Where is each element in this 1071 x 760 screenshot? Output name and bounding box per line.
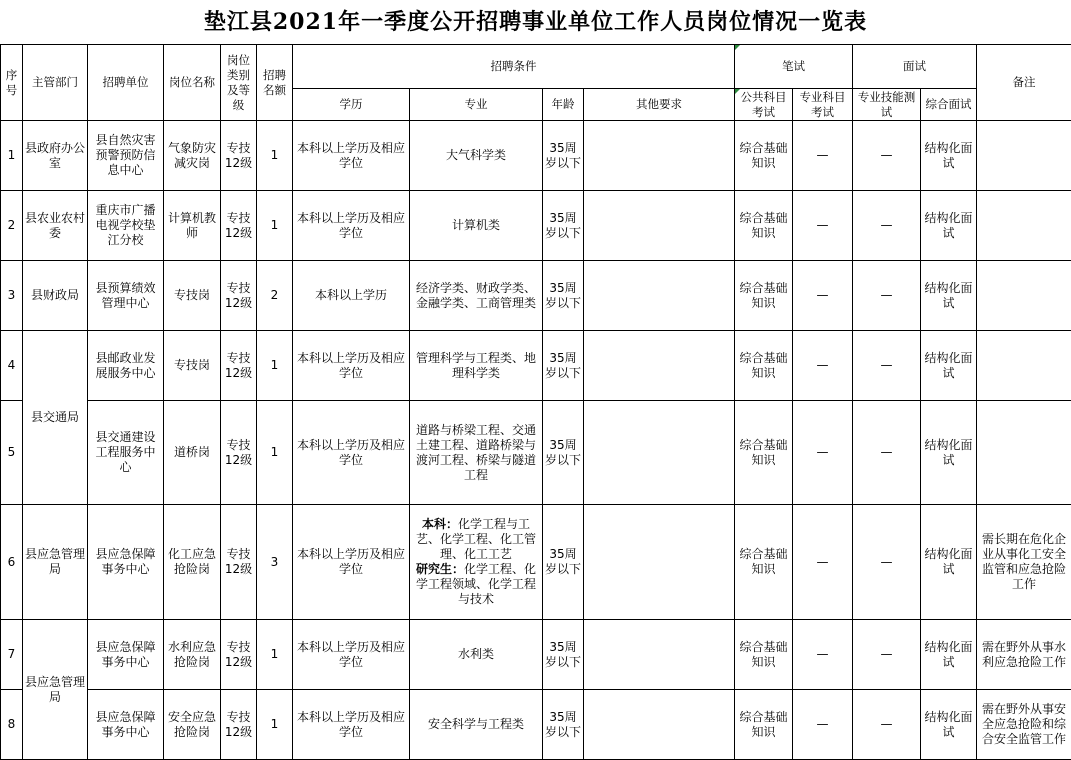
header-unit: 招聘单位 (88, 45, 164, 121)
cell-quota: 1 (257, 401, 293, 505)
cell-other (584, 505, 735, 620)
cell-prof-subject: — (793, 620, 853, 690)
cell-other (584, 191, 735, 261)
cell-other (584, 620, 735, 690)
cell-prof-subject: — (793, 191, 853, 261)
cell-quota: 1 (257, 191, 293, 261)
cell-category: 专技12级 (221, 121, 257, 191)
cell-remarks: 需长期在危化企业从事化工安全监管和应急抢险工作 (977, 505, 1071, 620)
cell-comprehensive: 结构化面试 (921, 505, 977, 620)
cell-category: 专技12级 (221, 261, 257, 331)
cell-post: 水利应急抢险岗 (164, 620, 221, 690)
table-row (1, 191, 1071, 261)
header-post: 岗位名称 (164, 45, 221, 121)
cell-other (584, 401, 735, 505)
cell-education: 本科以上学历及相应学位 (293, 690, 410, 760)
cell-remarks (977, 261, 1071, 331)
cell-prof-subject: — (793, 121, 853, 191)
cell-major: 安全科学与工程类 (410, 690, 543, 760)
header-dept: 主管部门 (23, 45, 88, 121)
cell-major: 大气科学类 (410, 121, 543, 191)
cell-unit: 重庆市广播电视学校垫江分校 (88, 191, 164, 261)
cell-post: 专技岗 (164, 331, 221, 401)
cell-unit: 县应急保障事务中心 (88, 690, 164, 760)
major-undergrad-label: 本科： (421, 517, 458, 531)
cell-remarks (977, 331, 1071, 401)
cell-major: 水利类 (410, 620, 543, 690)
cell-age: 35周岁以下 (543, 690, 584, 760)
cell-age: 35周岁以下 (543, 121, 584, 191)
cell-seq: 1 (1, 121, 23, 191)
cell-education: 本科以上学历 (293, 261, 410, 331)
cell-age: 35周岁以下 (543, 261, 584, 331)
cell-skill-test: — (853, 261, 921, 331)
cell-skill-test: — (853, 620, 921, 690)
header-seq: 序号 (1, 45, 23, 121)
cell-category: 专技12级 (221, 331, 257, 401)
cell-unit: 县应急保障事务中心 (88, 505, 164, 620)
cell-unit: 县应急保障事务中心 (88, 620, 164, 690)
cell-comprehensive: 结构化面试 (921, 401, 977, 505)
cell-prof-subject: — (793, 690, 853, 760)
cell-seq: 2 (1, 191, 23, 261)
cell-post: 气象防灾减灾岗 (164, 121, 221, 191)
table-row (1, 690, 1071, 760)
cell-quota: 3 (257, 505, 293, 620)
major-undergrad: 化学工程与工艺、化学工程、化工管理、化工工艺 (415, 517, 536, 561)
cell-age: 35周岁以下 (543, 331, 584, 401)
cell-major: 经济学类、财政学类、金融学类、工商管理类 (410, 261, 543, 331)
header-age: 年龄 (543, 89, 584, 121)
cell-age: 35周岁以下 (543, 401, 584, 505)
cell-education: 本科以上学历及相应学位 (293, 505, 410, 620)
cell-post: 化工应急抢险岗 (164, 505, 221, 620)
cell-major (410, 505, 543, 620)
cell-prof-subject: — (793, 401, 853, 505)
cell-age: 35周岁以下 (543, 620, 584, 690)
cell-unit: 县交通建设工程服务中心 (88, 401, 164, 505)
cell-post: 安全应急抢险岗 (164, 690, 221, 760)
header-conditions: 招聘条件 (293, 45, 735, 89)
cell-skill-test: — (853, 401, 921, 505)
cell-comprehensive: 结构化面试 (921, 331, 977, 401)
cell-quota: 1 (257, 121, 293, 191)
cell-education: 本科以上学历及相应学位 (293, 121, 410, 191)
cell-other (584, 331, 735, 401)
cell-public-subject: 综合基础知识 (735, 261, 793, 331)
header-row-1 (1, 45, 1071, 89)
header-major: 专业 (410, 89, 543, 121)
cell-category: 专技12级 (221, 690, 257, 760)
cell-seq: 4 (1, 331, 23, 401)
header-public-subject: 公共科目考试 (735, 89, 793, 121)
cell-remarks (977, 191, 1071, 261)
page-title: 垫江县2021年一季度公开招聘事业单位工作人员岗位情况一览表 (203, 9, 868, 35)
cell-education: 本科以上学历及相应学位 (293, 331, 410, 401)
cell-public-subject: 综合基础知识 (735, 401, 793, 505)
cell-public-subject: 综合基础知识 (735, 690, 793, 760)
cell-quota: 1 (257, 331, 293, 401)
header-comprehensive: 综合面试 (921, 89, 977, 121)
cell-other (584, 690, 735, 760)
cell-skill-test: — (853, 690, 921, 760)
cell-remarks (977, 121, 1071, 191)
cell-post: 计算机教师 (164, 191, 221, 261)
table-row (1, 261, 1071, 331)
cell-quota: 1 (257, 620, 293, 690)
cell-quota: 1 (257, 690, 293, 760)
cell-comprehensive: 结构化面试 (921, 261, 977, 331)
cell-post: 专技岗 (164, 261, 221, 331)
cell-major: 道路与桥梁工程、交通土建工程、道路桥梁与渡河工程、桥梁与隧道工程 (410, 401, 543, 505)
cell-unit: 县邮政业发展服务中心 (88, 331, 164, 401)
cell-comprehensive: 结构化面试 (921, 690, 977, 760)
header-quota: 招聘名额 (257, 45, 293, 121)
cell-remarks: 需在野外从事水利应急抢险工作 (977, 620, 1071, 690)
major-postgrad-label: 研究生： (415, 562, 464, 576)
cell-major: 计算机类 (410, 191, 543, 261)
cell-skill-test: — (853, 191, 921, 261)
cell-public-subject: 综合基础知识 (735, 505, 793, 620)
cell-comprehensive: 结构化面试 (921, 191, 977, 261)
table-row (1, 331, 1071, 401)
cell-unit: 县自然灾害预警预防信息中心 (88, 121, 164, 191)
cell-seq: 5 (1, 401, 23, 505)
cell-major: 管理科学与工程类、地理科学类 (410, 331, 543, 401)
cell-public-subject: 综合基础知识 (735, 620, 793, 690)
cell-seq: 8 (1, 690, 23, 760)
cell-seq: 7 (1, 620, 23, 690)
recruitment-table (0, 44, 1071, 760)
table-row (1, 121, 1071, 191)
cell-seq: 3 (1, 261, 23, 331)
cell-dept: 县政府办公室 (23, 121, 88, 191)
cell-comprehensive: 结构化面试 (921, 620, 977, 690)
cell-dept: 县应急管理局 (23, 505, 88, 620)
cell-prof-subject: — (793, 261, 853, 331)
table-row (1, 505, 1071, 620)
cell-skill-test: — (853, 121, 921, 191)
cell-public-subject: 综合基础知识 (735, 121, 793, 191)
cell-dept: 县财政局 (23, 261, 88, 331)
cell-category: 专技12级 (221, 505, 257, 620)
cell-education: 本科以上学历及相应学位 (293, 620, 410, 690)
cell-skill-test: — (853, 505, 921, 620)
header-prof-subject: 专业科目考试 (793, 89, 853, 121)
cell-prof-subject: — (793, 331, 853, 401)
cell-category: 专技12级 (221, 401, 257, 505)
cell-post: 道桥岗 (164, 401, 221, 505)
cell-comprehensive: 结构化面试 (921, 121, 977, 191)
table-row (1, 401, 1071, 505)
cell-prof-subject: — (793, 505, 853, 620)
header-written: 笔试 (735, 45, 853, 89)
header-remarks: 备注 (977, 45, 1071, 121)
header-skill-test: 专业技能测试 (853, 89, 921, 121)
cell-remarks: 需在野外从事安全应急抢险和综合安全监管工作 (977, 690, 1071, 760)
cell-seq: 6 (1, 505, 23, 620)
cell-public-subject: 综合基础知识 (735, 331, 793, 401)
cell-other (584, 121, 735, 191)
header-category: 岗位类别及等级 (221, 45, 257, 121)
cell-age: 35周岁以下 (543, 505, 584, 620)
cell-age: 35周岁以下 (543, 191, 584, 261)
cell-category: 专技12级 (221, 191, 257, 261)
cell-dept: 县应急管理局 (23, 620, 88, 760)
cell-education: 本科以上学历及相应学位 (293, 191, 410, 261)
cell-skill-test: — (853, 331, 921, 401)
table-row (1, 620, 1071, 690)
cell-category: 专技12级 (221, 620, 257, 690)
header-other: 其他要求 (584, 89, 735, 121)
header-interview: 面试 (853, 45, 977, 89)
cell-public-subject: 综合基础知识 (735, 191, 793, 261)
cell-dept: 县农业农村委 (23, 191, 88, 261)
cell-remarks (977, 401, 1071, 505)
cell-dept: 县交通局 (23, 331, 88, 505)
cell-other (584, 261, 735, 331)
cell-education: 本科以上学历及相应学位 (293, 401, 410, 505)
cell-unit: 县预算绩效管理中心 (88, 261, 164, 331)
cell-quota: 2 (257, 261, 293, 331)
major-postgrad: 化学工程、化学工程领域、化学工程与技术 (415, 562, 537, 606)
header-education: 学历 (293, 89, 410, 121)
